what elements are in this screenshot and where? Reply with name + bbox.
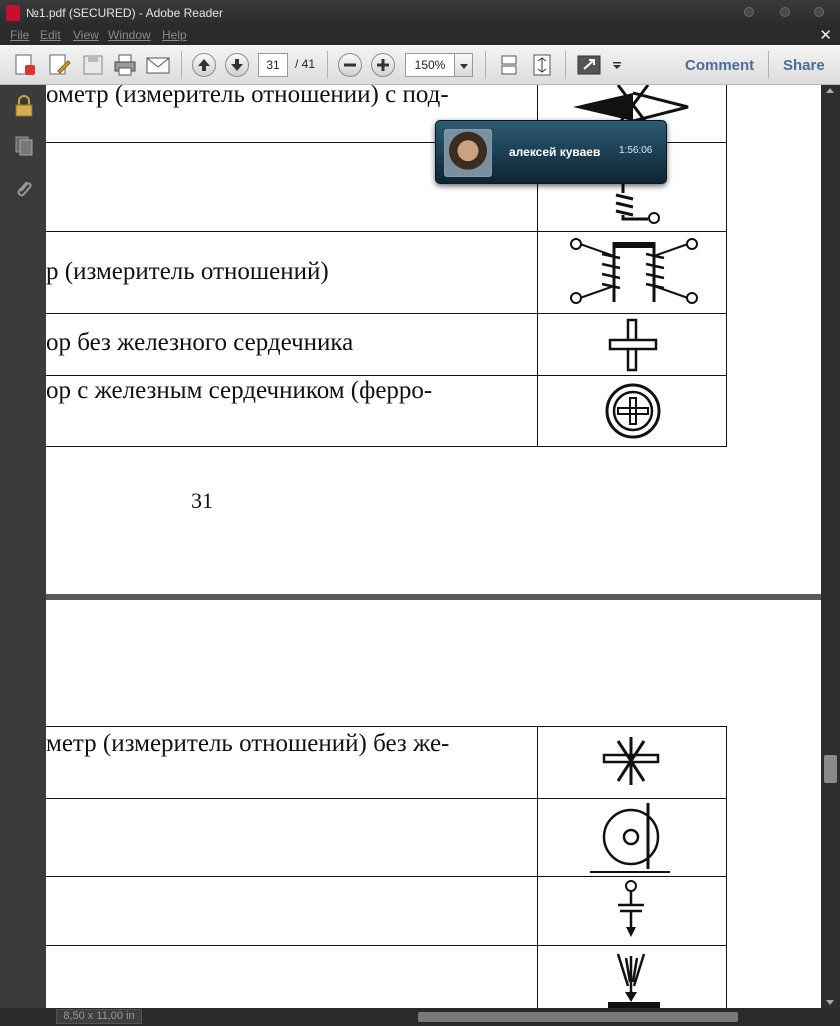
- symbol-cell: [537, 799, 727, 877]
- print-icon[interactable]: [112, 53, 138, 77]
- email-icon[interactable]: [145, 53, 171, 77]
- zoom-in-button[interactable]: [371, 53, 395, 77]
- attachments-icon[interactable]: [14, 178, 34, 200]
- menu-bar: [0, 26, 840, 45]
- create-pdf-icon[interactable]: [12, 53, 38, 77]
- symbol-cell: [537, 877, 727, 946]
- save-icon[interactable]: [80, 53, 106, 77]
- minimize-button[interactable]: [744, 7, 754, 17]
- previous-page-button[interactable]: [192, 53, 216, 77]
- horizontal-scrollbar[interactable]: [148, 1010, 824, 1024]
- notification-time: 1:56:06: [619, 145, 653, 156]
- menu-edit[interactable]: Edit: [40, 28, 61, 42]
- symbol-cell: [537, 314, 727, 376]
- next-page-button[interactable]: [225, 53, 249, 77]
- scroll-down-icon[interactable]: [826, 1000, 834, 1005]
- pdf-page-32: [46, 600, 821, 1008]
- page-size-indicator: 8,50 x 11,00 in: [56, 1009, 142, 1024]
- menu-help[interactable]: Help: [162, 28, 187, 42]
- row-text: р (измеритель отношений): [46, 258, 329, 285]
- menu-file[interactable]: File: [10, 28, 30, 42]
- pdf-page-31: [46, 85, 821, 595]
- share-button[interactable]: Share: [783, 57, 825, 74]
- zoom-dropdown-button[interactable]: [455, 53, 473, 77]
- ferrodynamic-symbol: [538, 376, 728, 447]
- notification-user-name: алексей куваев: [509, 145, 601, 159]
- capacitor-arrow-symbol: [538, 877, 728, 946]
- double-coil-symbol: [538, 232, 728, 314]
- symbol-cell: [537, 946, 727, 1008]
- horizontal-scroll-thumb[interactable]: [418, 1012, 738, 1022]
- navigation-panel: [0, 85, 46, 1008]
- comment-button[interactable]: Comment: [685, 57, 755, 74]
- page-number: 31: [191, 488, 213, 513]
- window-title: №1.pdf (SECURED) - Adobe Reader: [26, 6, 223, 20]
- disk-meter-symbol: [538, 799, 728, 877]
- crossed-needles-symbol: [538, 727, 728, 800]
- menu-window[interactable]: Window: [108, 28, 151, 42]
- maximize-button[interactable]: [780, 7, 790, 17]
- plus-core-symbol: [538, 314, 728, 376]
- scrolling-mode-icon[interactable]: [496, 53, 522, 77]
- zoom-level-input[interactable]: 150%: [405, 53, 455, 77]
- close-window-button[interactable]: [814, 7, 824, 17]
- symbol-cell: [537, 726, 727, 799]
- row-text: метр (измеритель отношений) без же-: [46, 730, 450, 757]
- document-view[interactable]: [46, 85, 821, 1008]
- user-notification-popup[interactable]: [435, 120, 667, 184]
- row-text: ор с железным сердечником (ферро-: [46, 377, 433, 404]
- edit-pdf-icon[interactable]: [46, 53, 72, 77]
- toolbar-more-icon[interactable]: [610, 53, 624, 77]
- toolbar: [0, 45, 840, 85]
- fit-page-icon[interactable]: [529, 53, 555, 77]
- symbol-cell: [537, 232, 727, 314]
- title-bar: [0, 0, 840, 26]
- zoom-out-button[interactable]: [338, 53, 362, 77]
- status-bar: [0, 1008, 840, 1026]
- lock-icon[interactable]: [14, 95, 34, 117]
- close-document-icon[interactable]: ✕: [819, 27, 832, 44]
- pages-icon[interactable]: [14, 135, 34, 157]
- page-number-input[interactable]: 31: [258, 53, 288, 77]
- ground-arrow-symbol: [538, 946, 728, 1008]
- adobe-pdf-icon: [6, 5, 20, 21]
- page-total: / 41: [295, 57, 316, 71]
- row-text: ор без железного сердечника: [46, 329, 354, 356]
- scroll-up-icon[interactable]: [826, 88, 834, 93]
- row-text: ометр (измеритель отношении) с под-: [46, 85, 449, 108]
- vertical-scrollbar[interactable]: [821, 85, 840, 1008]
- vertical-scroll-thumb[interactable]: [824, 755, 837, 783]
- avatar: [444, 129, 492, 177]
- full-screen-icon[interactable]: [576, 53, 602, 77]
- symbol-cell: [537, 376, 727, 447]
- menu-view[interactable]: View: [73, 28, 99, 42]
